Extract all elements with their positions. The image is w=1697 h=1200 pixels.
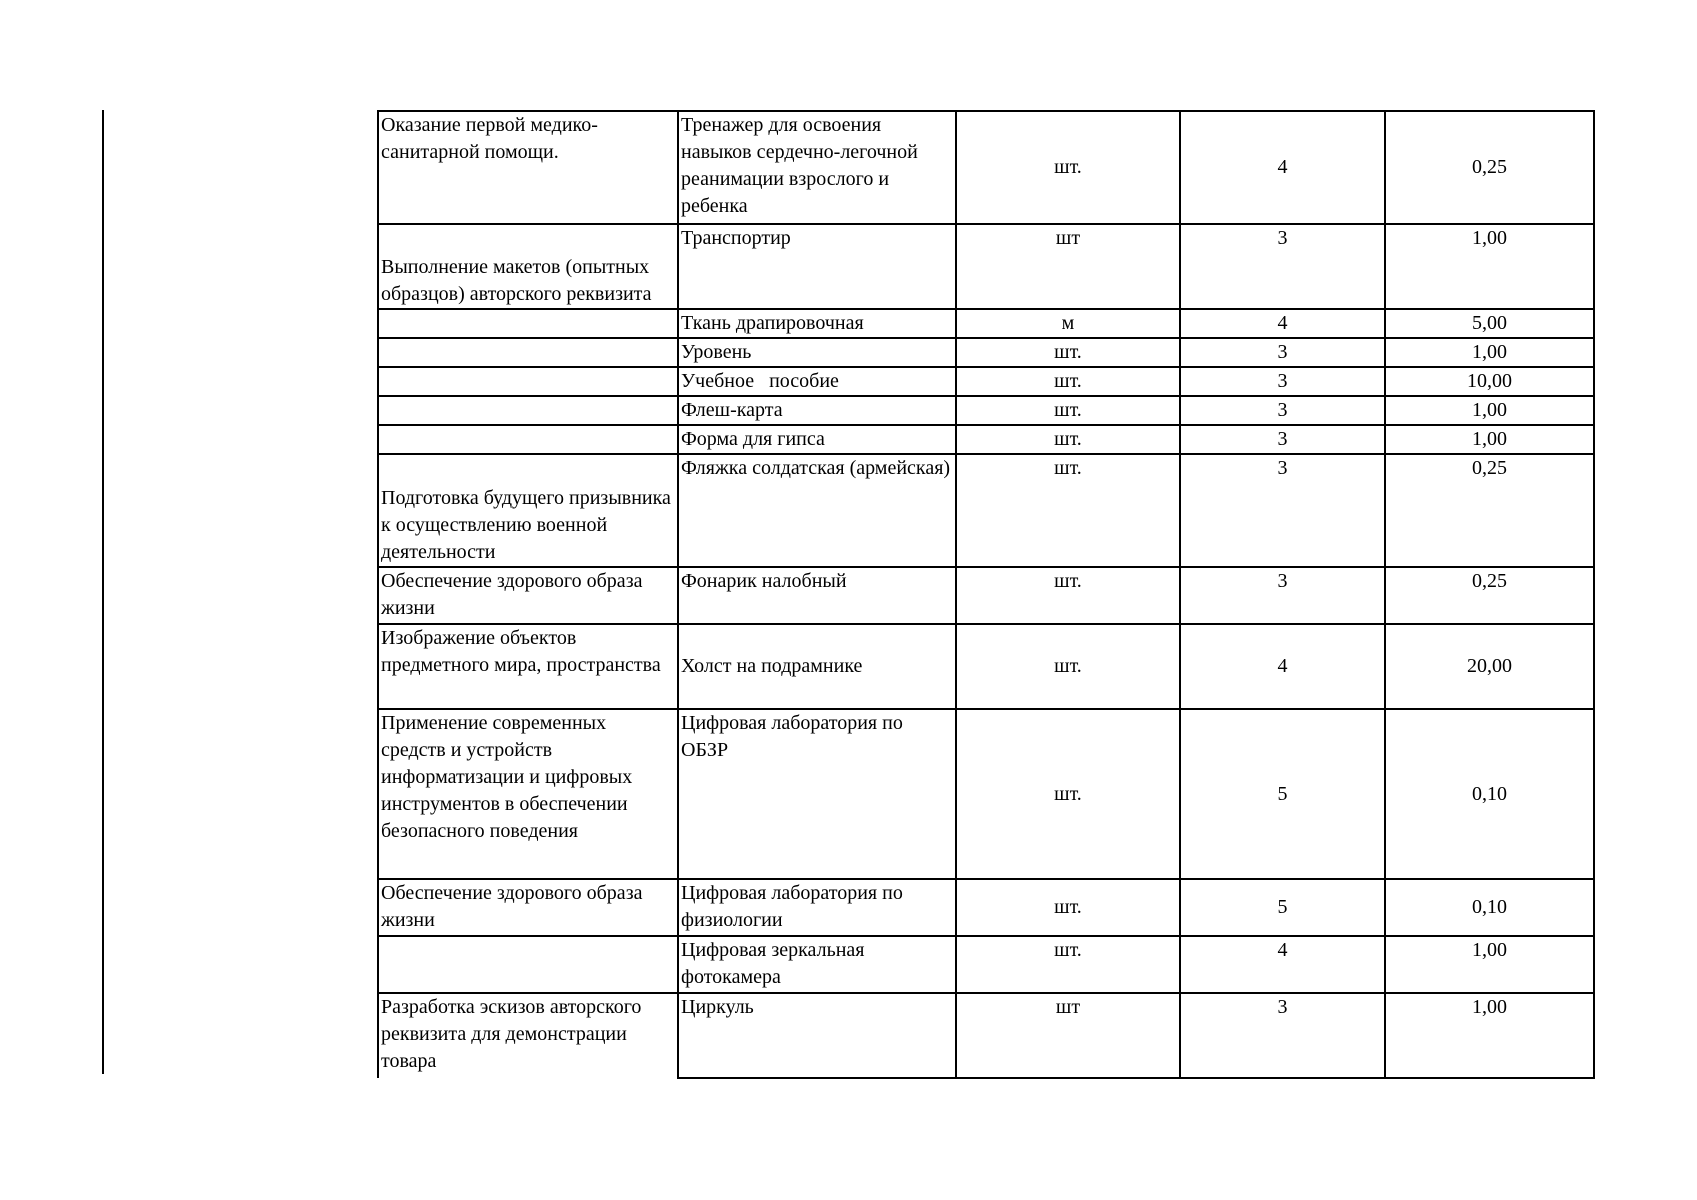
- qty-cell: 3: [1180, 567, 1385, 624]
- table-row: [378, 367, 1594, 396]
- qty-cell: 4: [1180, 936, 1385, 993]
- value-cell: 0,25: [1385, 454, 1594, 567]
- item-cell: Учебное пособие: [678, 367, 956, 396]
- table-row: [378, 936, 1594, 993]
- item-cell: Флеш-карта: [678, 396, 956, 425]
- table-row: [378, 111, 1594, 224]
- qty-cell: 3: [1180, 993, 1385, 1078]
- section-cell: Разработка эскизов авторского реквизита для демонстрации товара: [378, 993, 678, 1078]
- left-margin-rule: [102, 110, 104, 1074]
- unit-cell: шт.: [956, 338, 1180, 367]
- qty-cell: 3: [1180, 425, 1385, 454]
- section-cell: Применение современных средств и устройств информатизации и цифровых инструментов в обеспечении безопасного поведения: [378, 709, 678, 879]
- item-cell: Фонарик налобный: [678, 567, 956, 624]
- qty-cell: 3: [1180, 224, 1385, 309]
- unit-cell: шт.: [956, 879, 1180, 936]
- section-cell: Подготовка будущего призывника к осуществлению военной деятельности: [378, 454, 678, 567]
- table-row: [378, 309, 1594, 338]
- value-cell: 1,00: [1385, 425, 1594, 454]
- qty-cell: 3: [1180, 367, 1385, 396]
- unit-cell: шт.: [956, 396, 1180, 425]
- section-cell: [378, 396, 678, 425]
- section-cell: Обеспечение здорового образа жизни: [378, 879, 678, 936]
- equipment-table: [377, 110, 1595, 1079]
- section-cell: [378, 309, 678, 338]
- item-cell: Тренажер для освоения навыков сердечно-легочной реанимации взрослого и ребенка: [678, 111, 956, 224]
- value-cell: 1,00: [1385, 338, 1594, 367]
- unit-cell: шт: [956, 224, 1180, 309]
- section-cell: [378, 338, 678, 367]
- section-cell: Выполнение макетов (опытных образцов) авторского реквизита: [378, 224, 678, 309]
- value-cell: 1,00: [1385, 936, 1594, 993]
- item-cell: Цифровая лаборатория по физиологии: [678, 879, 956, 936]
- qty-cell: 5: [1180, 879, 1385, 936]
- table-row: [378, 567, 1594, 624]
- qty-cell: 5: [1180, 709, 1385, 879]
- table-row: [378, 224, 1594, 309]
- value-cell: 1,00: [1385, 396, 1594, 425]
- item-cell: Форма для гипса: [678, 425, 956, 454]
- item-cell: Фляжка солдатская (армейская): [678, 454, 956, 567]
- qty-cell: 3: [1180, 338, 1385, 367]
- table-row: [378, 993, 1594, 1078]
- item-cell: Ткань драпировочная: [678, 309, 956, 338]
- qty-cell: 4: [1180, 624, 1385, 709]
- item-cell: Холст на подрамнике: [678, 624, 956, 709]
- section-cell: [378, 367, 678, 396]
- table-row: [378, 425, 1594, 454]
- section-cell: Оказание первой медико-санитарной помощи.: [378, 111, 678, 224]
- value-cell: 0,25: [1385, 567, 1594, 624]
- value-cell: 0,10: [1385, 879, 1594, 936]
- value-cell: 10,00: [1385, 367, 1594, 396]
- unit-cell: шт.: [956, 709, 1180, 879]
- unit-cell: шт: [956, 993, 1180, 1078]
- unit-cell: шт.: [956, 111, 1180, 224]
- qty-cell: 4: [1180, 309, 1385, 338]
- table-row: [378, 624, 1594, 709]
- value-cell: 5,00: [1385, 309, 1594, 338]
- qty-cell: 3: [1180, 454, 1385, 567]
- value-cell: 0,25: [1385, 111, 1594, 224]
- qty-cell: 4: [1180, 111, 1385, 224]
- table-row: [378, 338, 1594, 367]
- unit-cell: м: [956, 309, 1180, 338]
- value-cell: 20,00: [1385, 624, 1594, 709]
- item-cell: Уровень: [678, 338, 956, 367]
- unit-cell: шт.: [956, 367, 1180, 396]
- unit-cell: шт.: [956, 425, 1180, 454]
- section-cell: [378, 936, 678, 993]
- table-row: [378, 709, 1594, 879]
- table-row: [378, 396, 1594, 425]
- unit-cell: шт.: [956, 624, 1180, 709]
- unit-cell: шт.: [956, 936, 1180, 993]
- section-cell: Изображение объектов предметного мира, пространства: [378, 624, 678, 709]
- table-row: [378, 454, 1594, 567]
- item-cell: Цифровая лаборатория по ОБЗР: [678, 709, 956, 879]
- value-cell: 1,00: [1385, 224, 1594, 309]
- unit-cell: шт.: [956, 454, 1180, 567]
- item-cell: Цифровая зеркальная фотокамера: [678, 936, 956, 993]
- value-cell: 1,00: [1385, 993, 1594, 1078]
- unit-cell: шт.: [956, 567, 1180, 624]
- table-row: [378, 879, 1594, 936]
- section-cell: Обеспечение здорового образа жизни: [378, 567, 678, 624]
- value-cell: 0,10: [1385, 709, 1594, 879]
- item-cell: Циркуль: [678, 993, 956, 1078]
- section-cell: [378, 425, 678, 454]
- qty-cell: 3: [1180, 396, 1385, 425]
- item-cell: Транспортир: [678, 224, 956, 309]
